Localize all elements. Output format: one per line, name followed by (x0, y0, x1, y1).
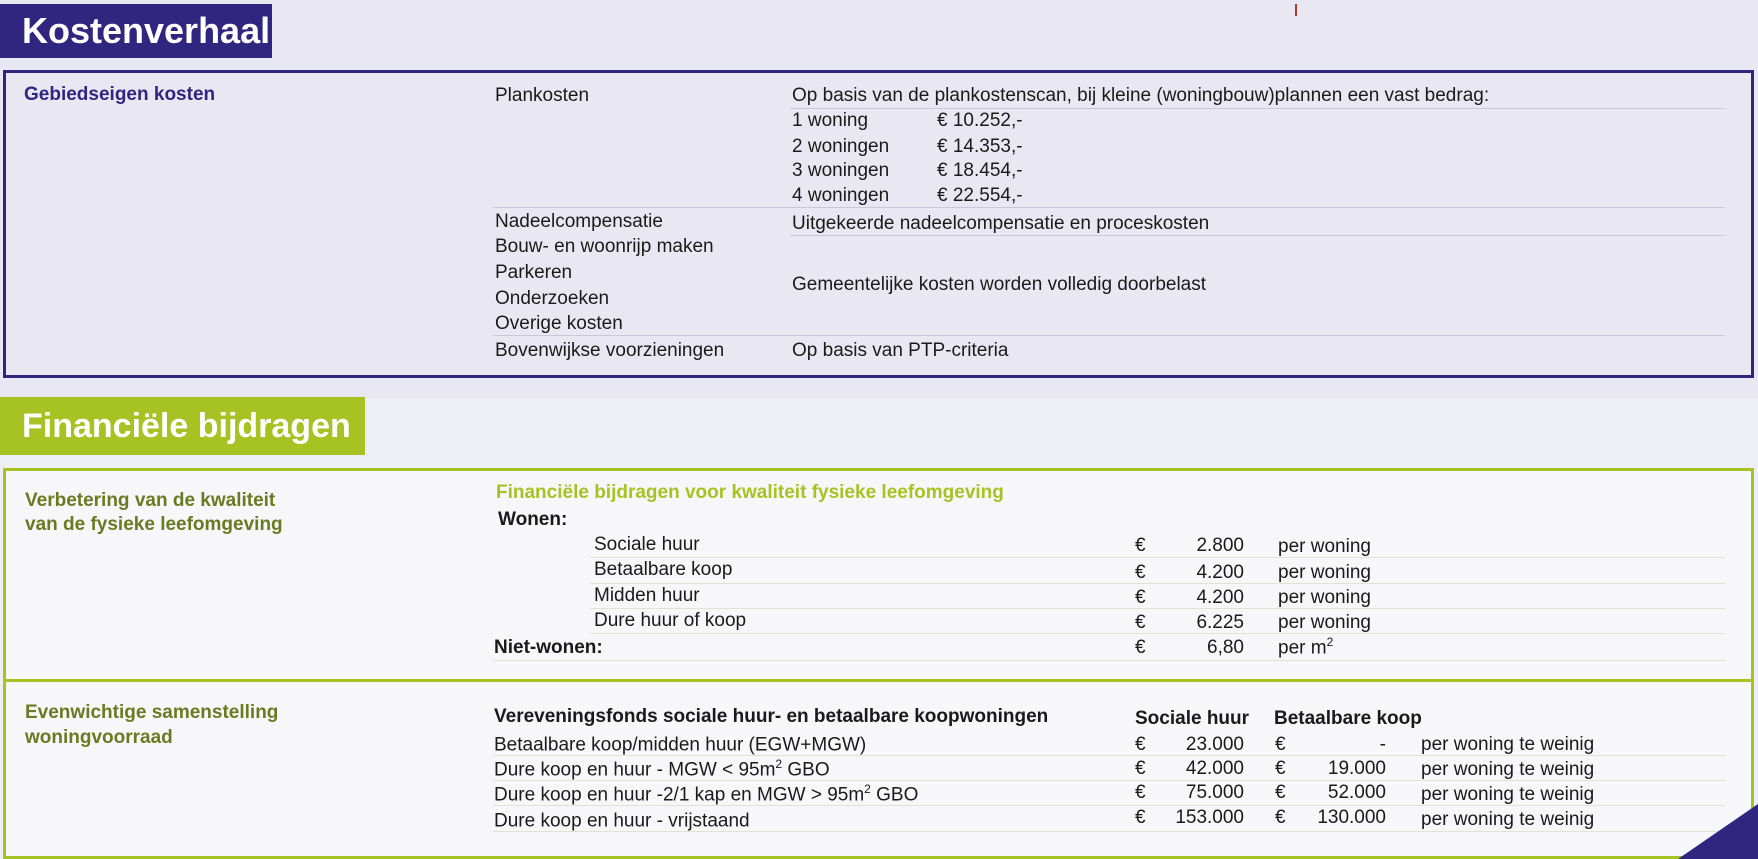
currency-symbol: € (1135, 734, 1146, 755)
divider (493, 755, 1725, 756)
niet-wonen-amount: 6,80 (1207, 637, 1244, 658)
kwaliteit-row-label: Midden huur (594, 585, 700, 606)
gebiedseigen-kosten-label: Gebiedseigen kosten (24, 84, 216, 105)
kwaliteit-row-unit: per woning (1278, 536, 1371, 557)
plankosten-row-label: 3 woningen (792, 160, 890, 181)
evenwicht-row-unit: per woning te weinig (1421, 784, 1595, 805)
kwaliteit-row-label: Dure huur of koop (594, 610, 747, 631)
currency-symbol: € (1275, 807, 1286, 828)
kwaliteit-title: Financiële bijdragen voor kwaliteit fysieke leefomgeving (496, 482, 1004, 503)
kwaliteit-label-line1: Verbetering van de kwaliteit (25, 490, 276, 511)
currency-symbol: € (1135, 758, 1146, 779)
plankosten-row-amount: € 10.252,- (937, 110, 1023, 131)
group-item-label: Parkeren (495, 262, 573, 283)
vereveningsfonds-title: Vereveningsfonds sociale huur- en betaalbare koopwoningen (494, 706, 1049, 727)
sociale-huur-value: 42.000 (1185, 758, 1244, 779)
evenwicht-row-label: Dure koop en huur -2/1 kap en MGW > $95m^2$ GBO (494, 782, 919, 806)
divider (493, 780, 1725, 781)
column-header-sociale-huur: Sociale huur (1135, 708, 1250, 729)
kwaliteit-row-unit: per woning (1278, 612, 1371, 633)
divider (493, 207, 1725, 208)
divider (493, 831, 1725, 832)
divider (790, 108, 1725, 109)
divider (493, 805, 1725, 806)
kwaliteit-row-amount: 4.200 (1196, 587, 1244, 608)
betaalbare-koop-value: 52.000 (1327, 782, 1386, 803)
nadeelcompensatie-label: Nadeelcompensatie (495, 211, 663, 232)
kwaliteit-row-unit: per woning (1278, 562, 1371, 583)
evenwicht-label-line1: Evenwichtige samenstelling (25, 702, 279, 723)
currency-symbol: € (1135, 612, 1146, 633)
divider (590, 583, 1725, 584)
group-item-label: Overige kosten (495, 313, 623, 334)
plankosten-row-label: 4 woningen (792, 185, 890, 206)
currency-symbol: € (1275, 782, 1286, 803)
divider (590, 557, 1725, 558)
column-header-betaalbare-koop: Betaalbare koop (1274, 708, 1422, 729)
divider (590, 633, 1725, 634)
currency-symbol: € (1135, 587, 1146, 608)
currency-symbol: € (1275, 734, 1286, 755)
bovenwijkse-description: Op basis van PTP-criteria (792, 340, 1009, 361)
nadeelcompensatie-description: Uitgekeerde nadeelcompensatie en proceskosten (792, 213, 1210, 234)
divider (493, 660, 1725, 661)
kwaliteit-row-amount: 4.200 (1196, 562, 1244, 583)
evenwicht-label-line2: woningvoorraad (25, 727, 173, 748)
plankosten-row-amount: € 18.454,- (937, 160, 1023, 181)
currency-symbol: € (1135, 535, 1146, 556)
currency-symbol: € (1135, 562, 1146, 583)
plankosten-description: Op basis van de plankostenscan, bij kleine (woningbouw)plannen een vast bedrag: (792, 85, 1490, 106)
bovenwijkse-label: Bovenwijkse voorzieningen (495, 340, 725, 361)
evenwicht-row-label: Dure koop en huur - vrijstaand (494, 810, 750, 832)
divider (493, 335, 1725, 336)
group-item-label: Onderzoeken (495, 288, 610, 309)
kwaliteit-row-unit: per woning (1278, 587, 1371, 608)
divider (790, 235, 1725, 236)
group-description: Gemeentelijke kosten worden volledig doorbelast (792, 274, 1207, 295)
currency-symbol: € (1135, 807, 1146, 828)
evenwicht-row-label: Betaalbare koop/midden huur (EGW+MGW) (494, 734, 867, 756)
evenwicht-row-label: Dure koop en huur - MGW < $95m^2$ GBO (494, 757, 830, 781)
kwaliteit-row-amount: 6.225 (1196, 612, 1244, 633)
evenwicht-row-unit: per woning te weinig (1421, 809, 1595, 830)
plankosten-row-label: 1 woning (792, 110, 869, 131)
currency-symbol: € (1135, 782, 1146, 803)
plankosten-row-amount: € 14.353,- (937, 136, 1023, 157)
divider (590, 608, 1725, 609)
kwaliteit-label-line2: van de fysieke leefomgeving (25, 514, 283, 535)
kwaliteit-row-amount: 2.800 (1196, 535, 1244, 556)
sociale-huur-value: 75.000 (1185, 782, 1244, 803)
currency-symbol: € (1135, 637, 1146, 658)
sociale-huur-value: 23.000 (1185, 734, 1244, 755)
group-item-label: Bouw- en woonrijp maken (495, 236, 714, 257)
wonen-label: Wonen: (498, 509, 568, 530)
marker-line (1295, 4, 1297, 16)
kwaliteit-row-label: Sociale huur (594, 534, 700, 555)
kwaliteit-row-label: Betaalbare koop (594, 559, 733, 580)
plankosten-row-amount: € 22.554,- (937, 185, 1023, 206)
niet-wonen-label: Niet-wonen: (494, 637, 603, 658)
betaalbare-koop-value: 19.000 (1327, 758, 1386, 779)
currency-symbol: € (1275, 758, 1286, 779)
kostenverhaal-header: Kostenverhaal (0, 4, 272, 58)
niet-wonen-unit: per $m^2$ (1278, 635, 1334, 659)
evenwicht-row-unit: per woning te weinig (1421, 759, 1595, 780)
betaalbare-koop-value: 130.000 (1317, 807, 1386, 828)
plankosten-label: Plankosten (495, 85, 590, 106)
evenwicht-row-unit: per woning te weinig (1421, 734, 1595, 755)
corner-decoration (1678, 804, 1758, 859)
plankosten-row-label: 2 woningen (792, 136, 890, 157)
betaalbare-koop-value: - (1379, 734, 1386, 755)
sociale-huur-value: 153.000 (1175, 807, 1244, 828)
financiele-bijdragen-header: Financiële bijdragen (0, 397, 365, 455)
